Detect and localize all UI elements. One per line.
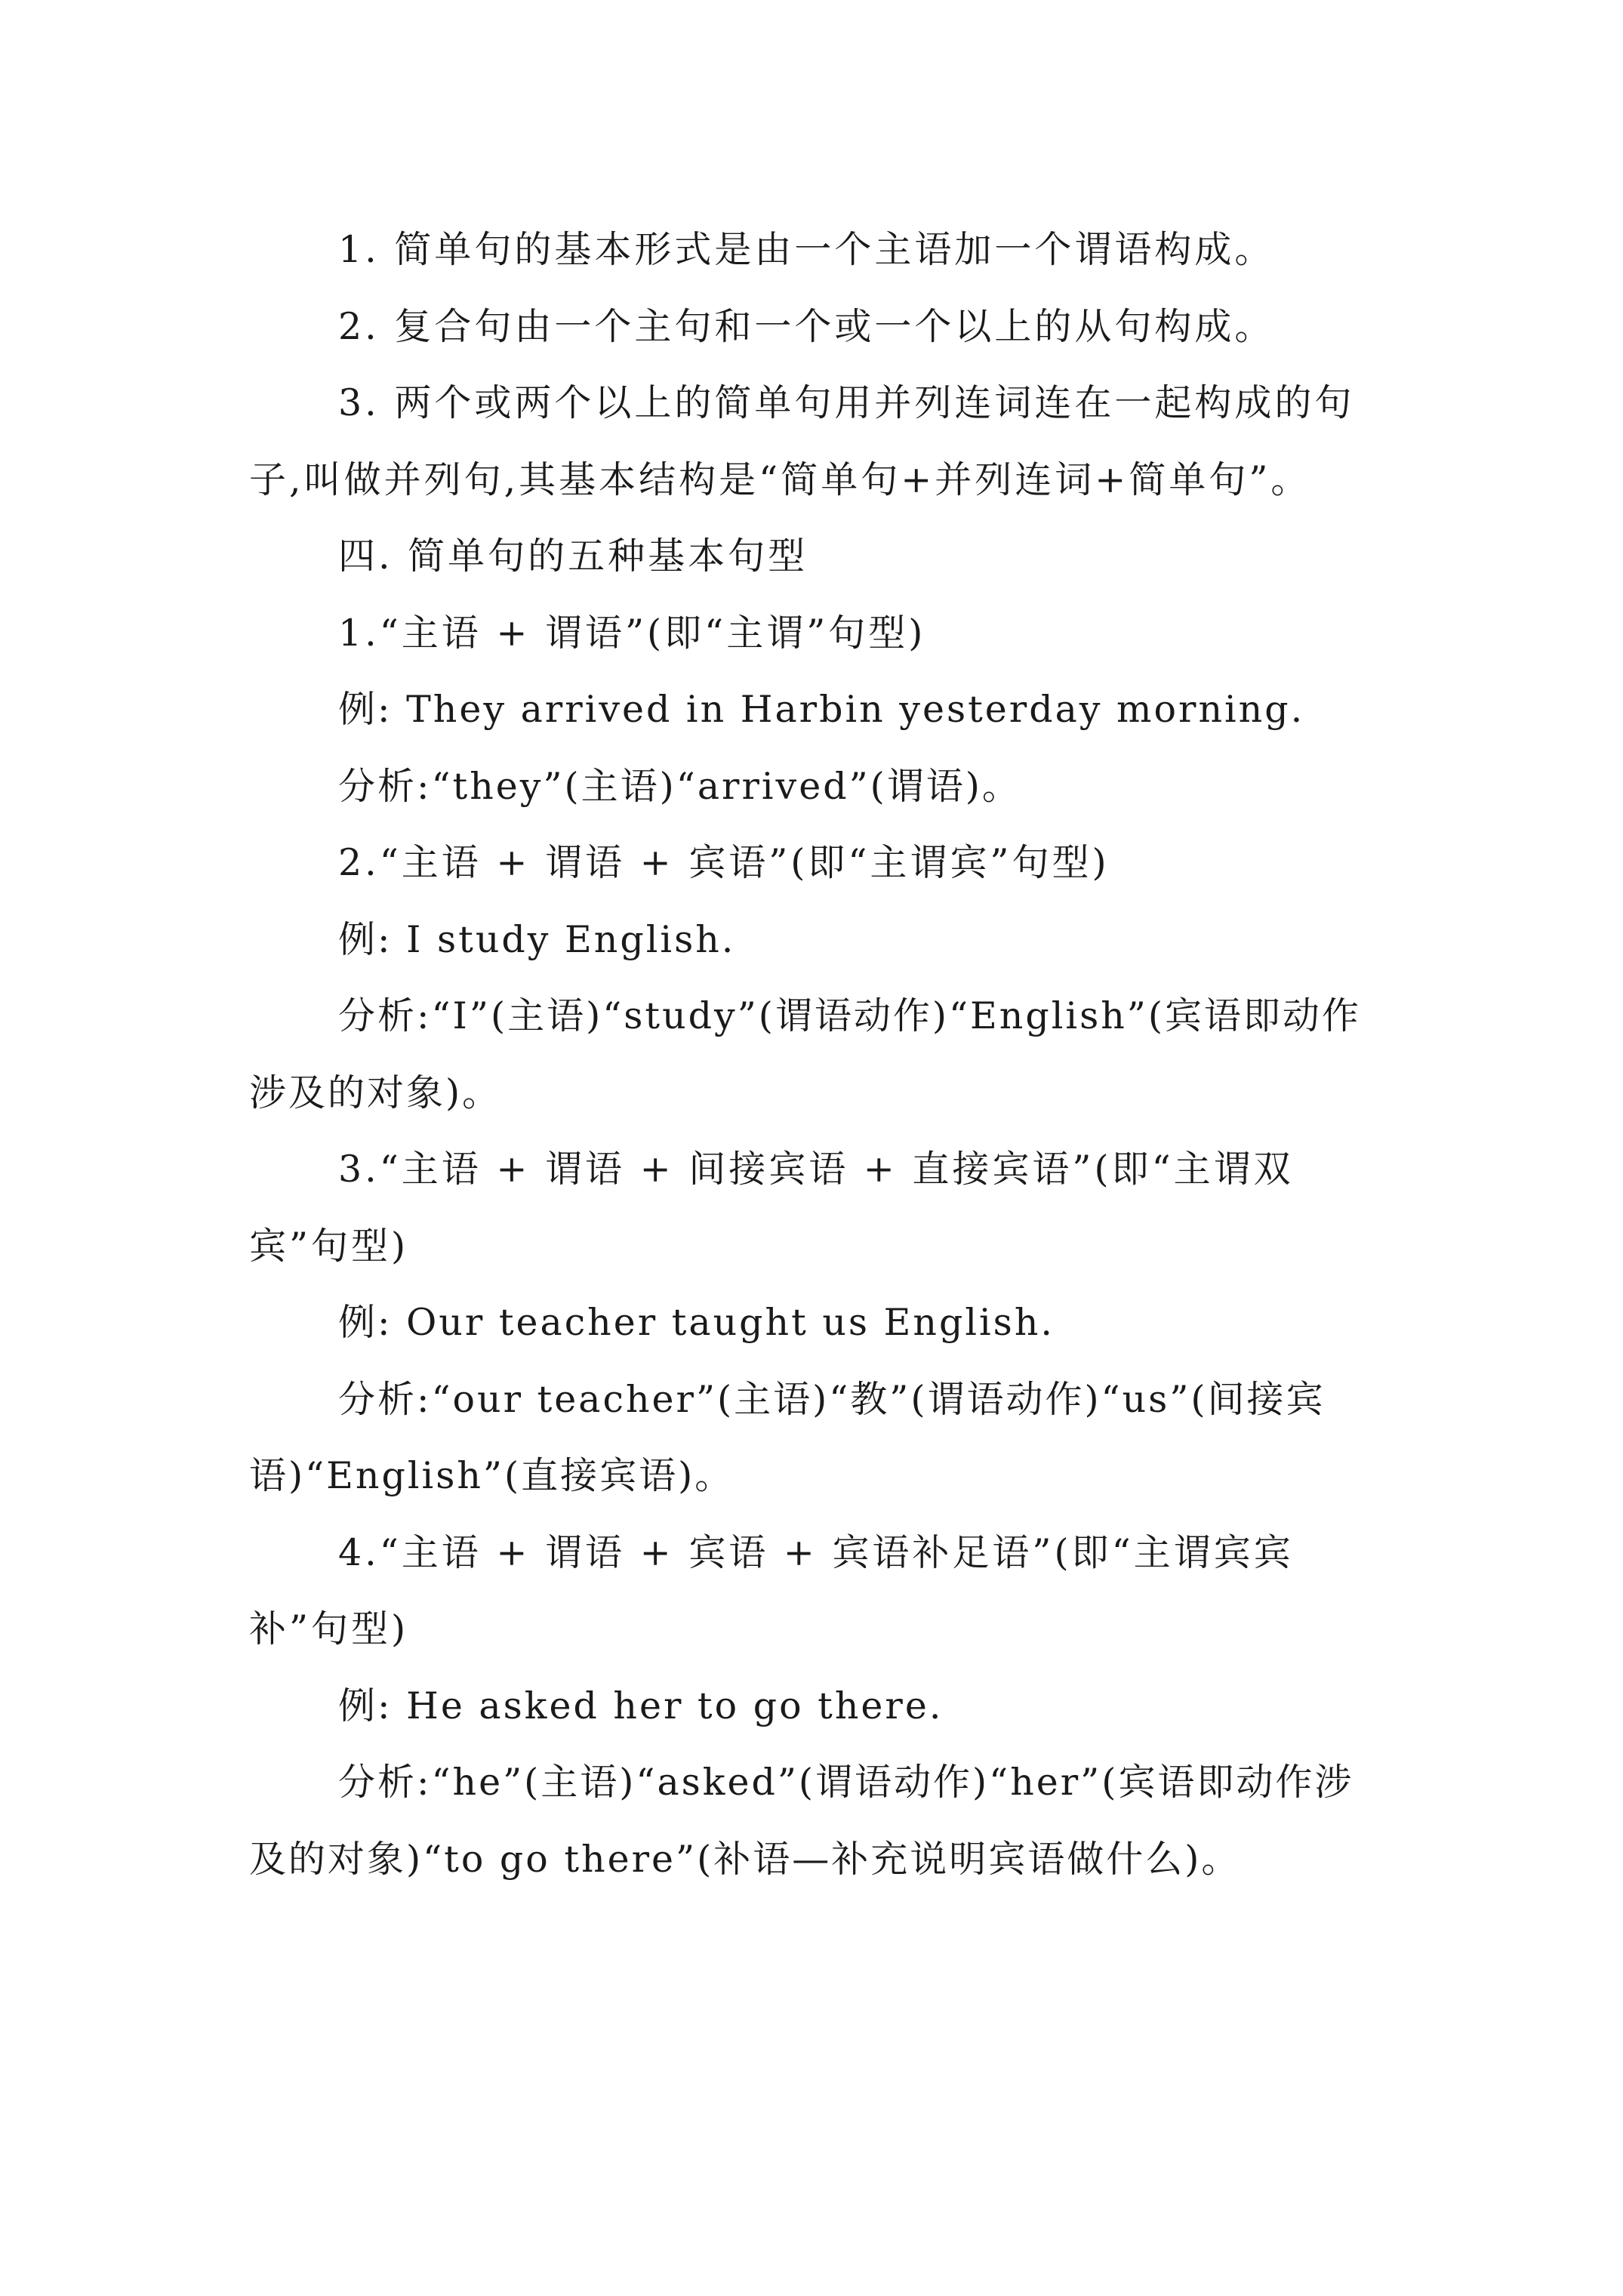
pattern-2-title: 2.“主语 + 谓语 + 宾语”(即“主谓宾”句型) — [338, 841, 1110, 884]
pattern-4-example: 例: He asked her to go there. — [338, 1684, 944, 1727]
section-heading-five-patterns: 四. 简单句的五种基本句型 — [338, 535, 808, 578]
paragraph-compound-sentence-definition: 3. 两个或两个以上的简单句用并列连词连在一起构成的句子,叫做并列句,其基本结构是“简单句+并列连词+简单句”。 — [249, 381, 1355, 501]
pattern-2-example: 例: I study English. — [338, 917, 736, 961]
pattern-2-analysis: 分析:“I”(主语)“study”(谓语动作)“English”(宾语即动作涉及的对象)。 — [249, 994, 1361, 1114]
paragraph-simple-sentence-definition: 1. 简单句的基本形式是由一个主语加一个谓语构成。 — [338, 228, 1275, 271]
pattern-3-example: 例: Our teacher taught us English. — [338, 1301, 1055, 1344]
pattern-4-title: 4.“主语 + 谓语 + 宾语 + 宾语补足语”(即“主谓宾宾补”句型) — [249, 1530, 1294, 1650]
document-body — [249, 211, 1389, 1897]
pattern-1-analysis: 分析:“they”(主语)“arrived”(谓语)。 — [338, 764, 1021, 808]
pattern-1-title: 1.“主语 + 谓语”(即“主谓”句型) — [338, 611, 926, 655]
pattern-3-analysis: 分析:“our teacher”(主语)“教”(谓语动作)“us”(间接宾语)“English”(直接宾语)。 — [249, 1377, 1326, 1497]
pattern-4-analysis: 分析:“he”(主语)“asked”(谓语动作)“her”(宾语即动作涉及的对象)“to go there”(补语—补充说明宾语做什么)。 — [249, 1761, 1354, 1881]
pattern-1-example: 例: They arrived in Harbin yesterday morning. — [338, 688, 1305, 731]
pattern-3-title: 3.“主语 + 谓语 + 间接宾语 + 直接宾语”(即“主谓双宾”句型) — [249, 1148, 1294, 1268]
paragraph-complex-sentence-definition: 2. 复合句由一个主句和一个或一个以上的从句构成。 — [338, 304, 1275, 348]
